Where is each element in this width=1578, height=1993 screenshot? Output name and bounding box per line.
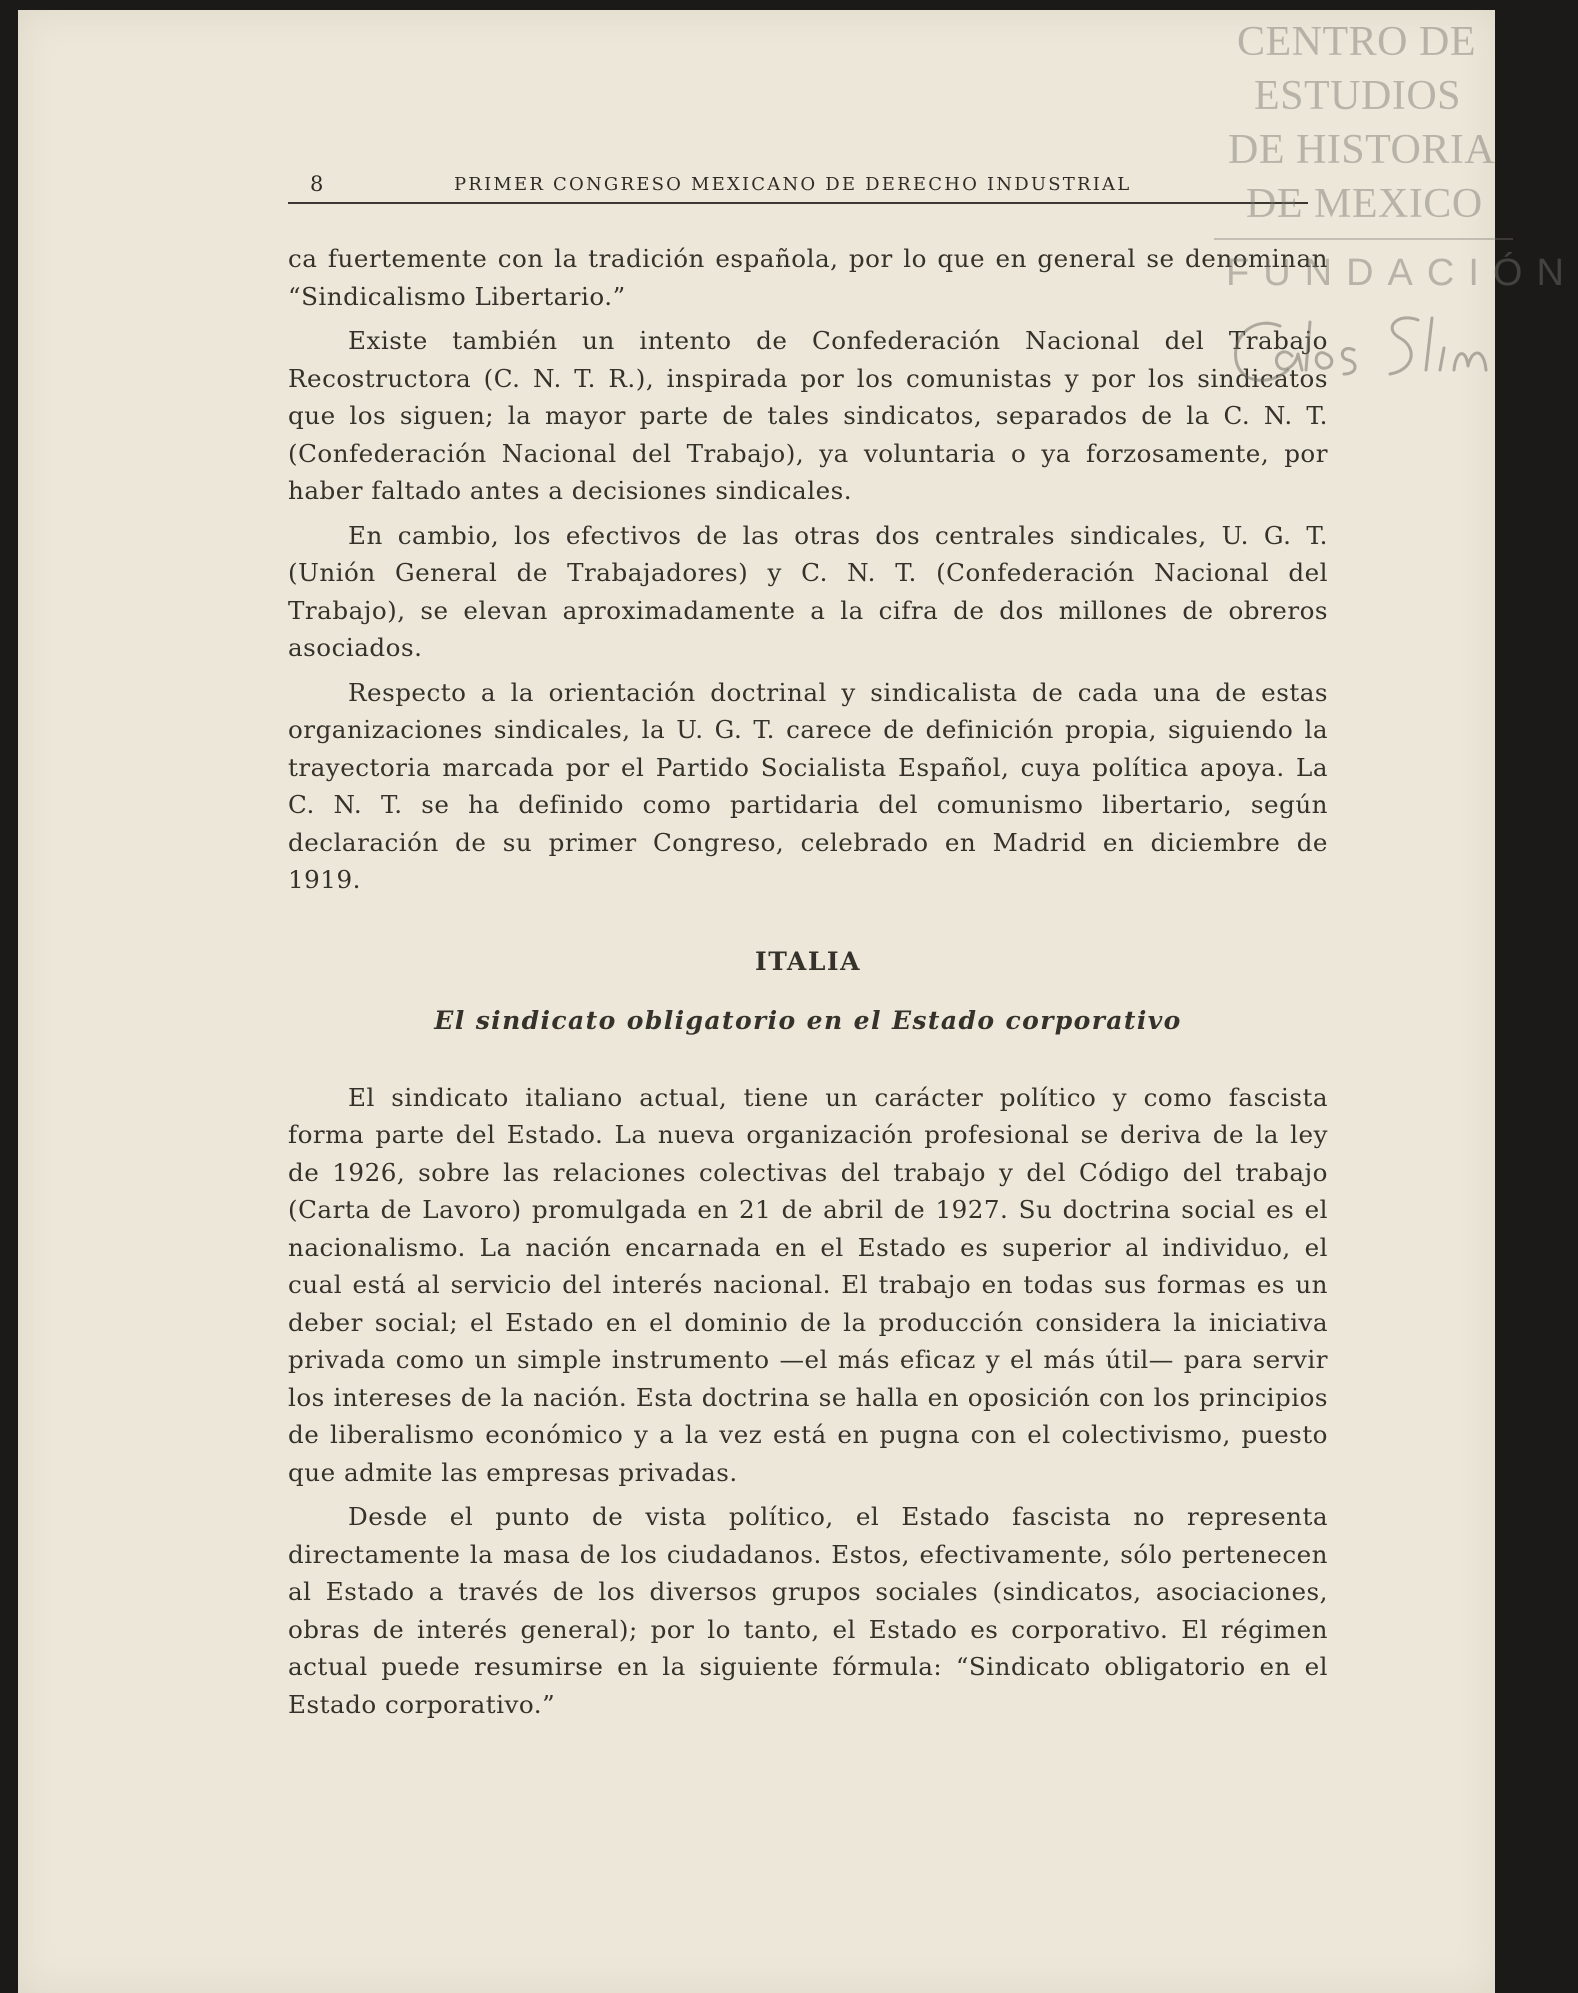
page-body bbox=[288, 240, 1328, 1730]
paragraph-cntr: Existe también un intento de Confederación Nacional del Trabajo Recostructora (C. N. T. R.), inspirada por los comunistas y por los sindicatos que los siguen; la mayor parte de tales sindicatos, separados de la C. N. T. (Confederación Nacional del Trabajo), ya voluntaria o ya forzosamente, por haber faltado antes a decisiones sindicales. bbox=[288, 326, 1328, 505]
watermark-line: DE MEXICO bbox=[1246, 181, 1483, 227]
paragraph-continuation: ca fuertemente con la tradición española, por lo que en general se denominan “Sindicalismo Libertario.” bbox=[288, 244, 1328, 311]
watermark-line: CENTRO DE bbox=[1237, 19, 1476, 65]
page-number: 8 bbox=[310, 172, 324, 196]
section-subtitle: El sindicato obligatorio en el Estado corporativo bbox=[434, 1005, 1182, 1035]
paragraph-orientation: Respecto a la orientación doctrinal y sindicalista de cada una de estas organizaciones sindicales, la U. G. T. carece de definición propia, siguiendo la trayectoria marcada por el Partido Socialista Español, cuya política apoya. La C. N. T. se ha definido como partidaria del comunismo libertario, según declaración de su primer Congreso, celebrado en Madrid en diciembre de 1919. bbox=[288, 677, 1328, 894]
paragraph-ugt-cnt: En cambio, los efectivos de las otras dos centrales sindicales, U. G. T. (Unión General de Trabajadores) y C. N. T. (Confederación Nacional del Trabajo), se elevan aproximadamente a la cifra de dos millones de obreros asociados. bbox=[288, 520, 1328, 662]
watermark-fundacion: FUNDACIÓN bbox=[1226, 252, 1578, 294]
book-page bbox=[18, 10, 1578, 1993]
paragraph-political-view: Desde el punto de vista político, el Estado fascista no representa directamente la masa de los ciudadanos. Estos, efectivamente, sólo pertenecen al Estado a través de los diversos grupos sociales (sindicatos, asociaciones, obras de interés general); por lo tanto, el Estado es corporativo. El régimen actual puede resumirse en la siguiente fórmula: “Sindicato obligatorio en el Estado corporativo.” bbox=[288, 1502, 1328, 1719]
running-head: PRIMER CONGRESO MEXICANO DE DERECHO INDUSTRIAL bbox=[454, 174, 1132, 195]
page-header bbox=[288, 170, 1308, 204]
section-title: ITALIA bbox=[755, 946, 861, 976]
watermark-line: DE HISTORIA bbox=[1228, 127, 1496, 173]
paragraph-italian-syndicate: El sindicato italiano actual, tiene un carácter político y como fascista forma parte del Estado. La nueva organización profesional se deriva de la ley de 1926, sobre las relaciones colectivas del trabajo y del Código del trabajo (Carta de Lavoro) promulgada en 21 de abril de 1927. Su doctrina social es el nacionalismo. La nación encarnada en el Estado es superior al individuo, el cual está al servicio del interés nacional. El trabajo en todas sus formas es un deber social; el Estado en el dominio de la producción considera la iniciativa privada como un simple instrumento —el más eficaz y el más útil— para servir los intereses de la nación. Esta doctrina se halla en oposición con los principios de liberalismo económico y a la vez está en pugna con el colectivismo, puesto que admite las empresas privadas. bbox=[288, 1082, 1328, 1487]
watermark-line: ESTUDIOS bbox=[1254, 73, 1462, 119]
